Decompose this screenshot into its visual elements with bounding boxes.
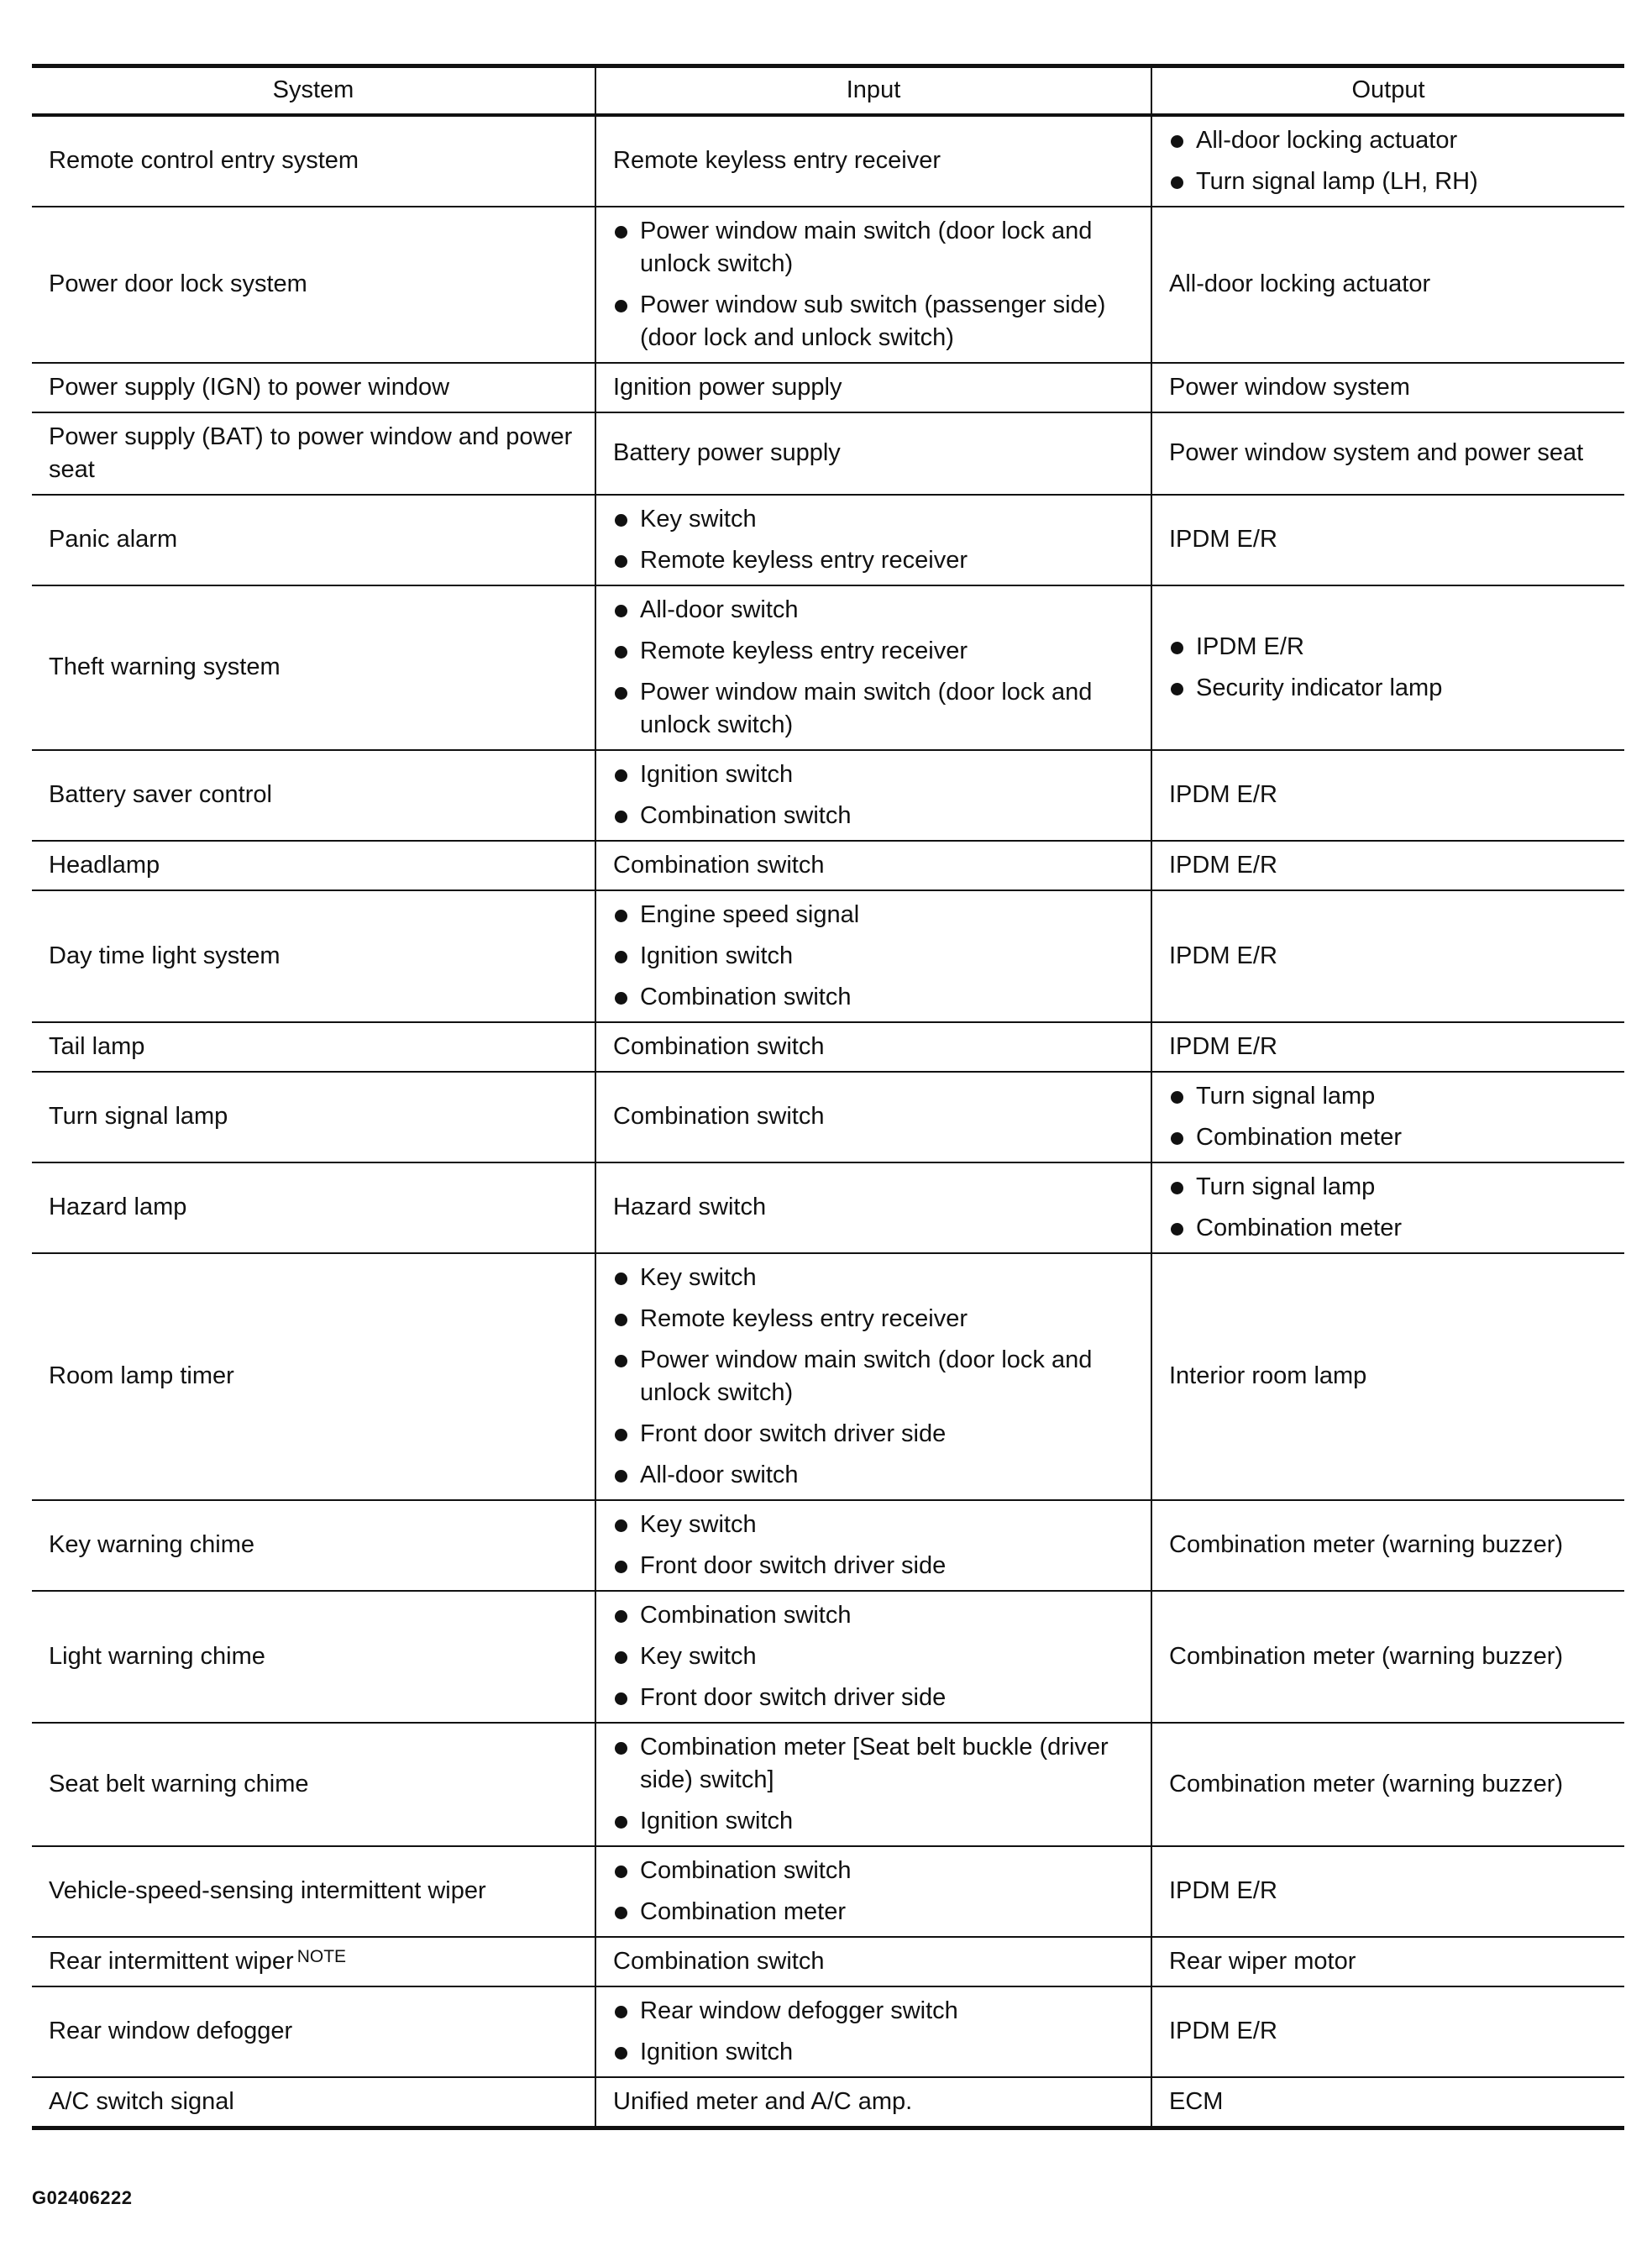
cell-output bbox=[1151, 1986, 1624, 2077]
output-text: Combination meter bbox=[1196, 1214, 1402, 1241]
list-item bbox=[613, 940, 1134, 973]
output-text: IPDM E/R bbox=[1169, 942, 1277, 969]
input-list bbox=[613, 1995, 1134, 2069]
output-text: All-door locking actuator bbox=[1169, 270, 1431, 297]
table-row bbox=[32, 495, 1624, 585]
input-text: Power window main switch (door lock and unlock switch) bbox=[640, 1346, 1093, 1406]
cell-input bbox=[595, 2077, 1151, 2128]
cell-system bbox=[32, 1072, 595, 1162]
cell-output bbox=[1151, 412, 1624, 495]
list-item bbox=[1169, 1080, 1607, 1113]
list-item bbox=[613, 1418, 1134, 1451]
table-row bbox=[32, 841, 1624, 890]
bullet-icon bbox=[615, 992, 627, 1005]
list-item bbox=[613, 635, 1134, 668]
list-item bbox=[613, 1262, 1134, 1294]
input-text: All-door switch bbox=[640, 1461, 799, 1488]
cell-input bbox=[595, 495, 1151, 585]
cell-system bbox=[32, 363, 595, 412]
input-list bbox=[613, 1262, 1134, 1492]
table-row bbox=[32, 412, 1624, 495]
input-text: Combination switch bbox=[640, 1856, 852, 1884]
input-text: Hazard switch bbox=[613, 1194, 767, 1220]
bullet-icon bbox=[615, 1561, 627, 1573]
cell-output bbox=[1151, 841, 1624, 890]
table-row bbox=[32, 207, 1624, 363]
input-list bbox=[613, 1731, 1134, 1838]
input-list bbox=[613, 758, 1134, 832]
list-item bbox=[613, 544, 1134, 577]
list-item bbox=[1169, 124, 1607, 157]
note-marker: NOTE bbox=[296, 1946, 347, 1966]
system-name: Rear intermittent wiper bbox=[49, 1947, 294, 1975]
output-text: IPDM E/R bbox=[1169, 1877, 1277, 1904]
list-item bbox=[613, 1599, 1134, 1632]
output-text: IPDM E/R bbox=[1169, 851, 1277, 879]
output-list bbox=[1169, 631, 1607, 705]
input-text: Combination switch bbox=[613, 1103, 825, 1130]
cell-output bbox=[1151, 115, 1624, 207]
input-text: Front door switch driver side bbox=[640, 1419, 947, 1447]
table-row bbox=[32, 1937, 1624, 1986]
list-item bbox=[613, 1731, 1134, 1797]
cell-input bbox=[595, 207, 1151, 363]
input-text: Ignition power supply bbox=[613, 373, 842, 401]
cell-input bbox=[595, 1846, 1151, 1937]
cell-input bbox=[595, 1986, 1151, 2077]
cell-system bbox=[32, 2077, 595, 2128]
list-item bbox=[1169, 1171, 1607, 1204]
cell-system bbox=[32, 1986, 595, 2077]
list-item bbox=[613, 1855, 1134, 1887]
input-text: Remote keyless entry receiver bbox=[640, 1304, 968, 1332]
system-name: Light warning chime bbox=[49, 1642, 265, 1670]
system-name: Rear window defogger bbox=[49, 2018, 293, 2044]
system-name: Theft warning system bbox=[49, 653, 281, 680]
bullet-icon bbox=[615, 300, 627, 312]
input-text: Rear window defogger switch bbox=[640, 1997, 958, 2024]
system-name: A/C switch signal bbox=[49, 2087, 234, 2115]
cell-system bbox=[32, 585, 595, 750]
cell-output bbox=[1151, 363, 1624, 412]
bullet-icon bbox=[1171, 1132, 1183, 1145]
cell-output bbox=[1151, 495, 1624, 585]
cell-system bbox=[32, 1846, 595, 1937]
cell-system bbox=[32, 115, 595, 207]
list-item bbox=[613, 676, 1134, 742]
input-text: Front door switch driver side bbox=[640, 1683, 947, 1711]
input-text: Combination switch bbox=[640, 983, 852, 1010]
bullet-icon bbox=[615, 1866, 627, 1878]
cell-output bbox=[1151, 890, 1624, 1022]
table-header-row bbox=[32, 66, 1624, 115]
bullet-icon bbox=[615, 1273, 627, 1285]
input-text: Key switch bbox=[640, 1510, 757, 1538]
header-output: Output bbox=[1151, 66, 1624, 115]
output-text: Turn signal lamp (LH, RH) bbox=[1196, 167, 1478, 195]
input-text: Power window sub switch (passenger side) (door lock and unlock switch) bbox=[640, 291, 1106, 351]
output-text: Combination meter (warning buzzer) bbox=[1169, 1531, 1564, 1558]
cell-system bbox=[32, 1723, 595, 1846]
output-text: Security indicator lamp bbox=[1196, 674, 1443, 701]
cell-input bbox=[595, 750, 1151, 841]
system-name: Vehicle-speed-sensing intermittent wiper bbox=[49, 1877, 486, 1904]
bullet-icon bbox=[1171, 642, 1183, 654]
input-text: Key switch bbox=[640, 1642, 757, 1670]
list-item bbox=[613, 800, 1134, 832]
cell-output bbox=[1151, 1162, 1624, 1253]
cell-output bbox=[1151, 1022, 1624, 1072]
list-item bbox=[613, 289, 1134, 354]
cell-system bbox=[32, 1937, 595, 1986]
input-text: Ignition switch bbox=[640, 942, 794, 969]
output-text: IPDM E/R bbox=[1169, 1032, 1277, 1060]
list-item bbox=[613, 1509, 1134, 1541]
input-text: Ignition switch bbox=[640, 760, 794, 788]
input-text: Combination meter [Seat belt buckle (driver side) switch] bbox=[640, 1733, 1109, 1793]
bullet-icon bbox=[615, 1314, 627, 1326]
cell-output bbox=[1151, 1937, 1624, 1986]
table-body bbox=[32, 115, 1624, 2128]
input-list bbox=[613, 594, 1134, 742]
system-name: Power door lock system bbox=[49, 270, 307, 297]
cell-input bbox=[595, 115, 1151, 207]
bullet-icon bbox=[615, 1742, 627, 1755]
output-text: IPDM E/R bbox=[1169, 781, 1277, 808]
list-item bbox=[613, 899, 1134, 931]
input-text: Power window main switch (door lock and unlock switch) bbox=[640, 678, 1093, 738]
input-text: Remote keyless entry receiver bbox=[640, 546, 968, 574]
cell-input bbox=[595, 1162, 1151, 1253]
cell-output bbox=[1151, 2077, 1624, 2128]
cell-system bbox=[32, 412, 595, 495]
input-list bbox=[613, 1599, 1134, 1714]
output-text: Combination meter (warning buzzer) bbox=[1169, 1770, 1564, 1797]
cell-output bbox=[1151, 1723, 1624, 1846]
bullet-icon bbox=[1171, 135, 1183, 148]
system-name: Hazard lamp bbox=[49, 1194, 187, 1220]
output-text: Turn signal lamp bbox=[1196, 1173, 1376, 1200]
table-row bbox=[32, 1022, 1624, 1072]
bullet-icon bbox=[615, 910, 627, 922]
bullet-icon bbox=[615, 2006, 627, 2018]
cell-system bbox=[32, 1022, 595, 1072]
system-name: Headlamp bbox=[49, 851, 160, 879]
input-text: Engine speed signal bbox=[640, 900, 860, 928]
cell-system bbox=[32, 1253, 595, 1500]
cell-input bbox=[595, 1591, 1151, 1723]
output-text: All-door locking actuator bbox=[1196, 126, 1458, 154]
input-list bbox=[613, 1509, 1134, 1582]
cell-input bbox=[595, 585, 1151, 750]
output-text: Interior room lamp bbox=[1169, 1362, 1367, 1389]
system-name: Room lamp timer bbox=[49, 1362, 234, 1389]
list-item bbox=[1169, 672, 1607, 705]
table-row bbox=[32, 1591, 1624, 1723]
bullet-icon bbox=[1171, 1182, 1183, 1194]
input-text: Combination switch bbox=[640, 1601, 852, 1629]
bullet-icon bbox=[1171, 176, 1183, 189]
system-name: Seat belt warning chime bbox=[49, 1770, 309, 1797]
table-row bbox=[32, 1723, 1624, 1846]
bullet-icon bbox=[615, 555, 627, 568]
cell-input bbox=[595, 412, 1151, 495]
list-item bbox=[613, 594, 1134, 627]
cell-input bbox=[595, 1253, 1151, 1500]
list-item bbox=[1169, 1212, 1607, 1245]
output-text: Combination meter bbox=[1196, 1123, 1402, 1151]
input-list bbox=[613, 503, 1134, 577]
cell-system bbox=[32, 1162, 595, 1253]
bullet-icon bbox=[615, 1519, 627, 1532]
list-item bbox=[613, 981, 1134, 1014]
input-list bbox=[613, 899, 1134, 1014]
input-text: Key switch bbox=[640, 505, 757, 533]
bullet-icon bbox=[615, 1907, 627, 1919]
list-item bbox=[613, 1995, 1134, 2028]
bullet-icon bbox=[615, 1651, 627, 1664]
bullet-icon bbox=[1171, 683, 1183, 695]
cell-input bbox=[595, 1723, 1151, 1846]
cell-system bbox=[32, 1500, 595, 1591]
input-text: All-door switch bbox=[640, 596, 799, 623]
system-name: Remote control entry system bbox=[49, 147, 359, 174]
list-item bbox=[613, 1896, 1134, 1929]
output-text: Combination meter (warning buzzer) bbox=[1169, 1642, 1564, 1670]
bullet-icon bbox=[615, 687, 627, 700]
table-row bbox=[32, 890, 1624, 1022]
table-row bbox=[32, 1072, 1624, 1162]
output-list bbox=[1169, 1080, 1607, 1154]
input-text: Power window main switch (door lock and unlock switch) bbox=[640, 217, 1093, 277]
list-item bbox=[613, 1303, 1134, 1336]
cell-system bbox=[32, 890, 595, 1022]
input-text: Battery power supply bbox=[613, 439, 841, 466]
input-text: Combination switch bbox=[640, 801, 852, 829]
list-item bbox=[613, 1682, 1134, 1714]
system-name: Panic alarm bbox=[49, 526, 178, 553]
cell-output bbox=[1151, 1591, 1624, 1723]
system-name: Power supply (IGN) to power window bbox=[49, 373, 450, 401]
cell-system bbox=[32, 841, 595, 890]
bullet-icon bbox=[615, 1470, 627, 1482]
output-text: Power window system and power seat bbox=[1169, 439, 1584, 466]
cell-input bbox=[595, 1022, 1151, 1072]
table-row bbox=[32, 585, 1624, 750]
list-item bbox=[613, 1550, 1134, 1582]
list-item bbox=[1169, 1121, 1607, 1154]
header-input: Input bbox=[595, 66, 1151, 115]
list-item bbox=[613, 215, 1134, 281]
table-row bbox=[32, 1253, 1624, 1500]
bullet-icon bbox=[615, 1692, 627, 1705]
bullet-icon bbox=[615, 1610, 627, 1623]
figure-id: G02406222 bbox=[32, 2187, 133, 2208]
cell-output bbox=[1151, 1500, 1624, 1591]
output-text: ECM bbox=[1169, 2087, 1224, 2115]
list-item bbox=[613, 1344, 1134, 1409]
system-name: Power supply (BAT) to power window and power seat bbox=[49, 422, 573, 483]
bullet-icon bbox=[615, 2047, 627, 2060]
output-text: Turn signal lamp bbox=[1196, 1082, 1376, 1110]
table-row bbox=[32, 1846, 1624, 1937]
table-row bbox=[32, 1162, 1624, 1253]
input-list bbox=[613, 1855, 1134, 1929]
cell-output bbox=[1151, 207, 1624, 363]
input-text: Combination switch bbox=[613, 851, 825, 879]
bullet-icon bbox=[615, 605, 627, 617]
table-row bbox=[32, 1500, 1624, 1591]
input-text: Remote keyless entry receiver bbox=[613, 147, 941, 174]
output-list bbox=[1169, 124, 1607, 198]
output-text: IPDM E/R bbox=[1196, 632, 1304, 660]
table-row bbox=[32, 115, 1624, 207]
system-name: Key warning chime bbox=[49, 1531, 254, 1558]
system-name: Day time light system bbox=[49, 942, 281, 969]
cell-output bbox=[1151, 1846, 1624, 1937]
bullet-icon bbox=[1171, 1091, 1183, 1104]
bullet-icon bbox=[615, 769, 627, 782]
input-text: Unified meter and A/C amp. bbox=[613, 2087, 913, 2115]
list-item bbox=[613, 758, 1134, 791]
input-text: Ignition switch bbox=[640, 2038, 794, 2065]
bullet-icon bbox=[615, 514, 627, 527]
bullet-icon bbox=[615, 646, 627, 659]
input-list bbox=[613, 215, 1134, 354]
cell-input bbox=[595, 841, 1151, 890]
list-item bbox=[1169, 165, 1607, 198]
list-item bbox=[613, 1459, 1134, 1492]
cell-input bbox=[595, 1072, 1151, 1162]
bullet-icon bbox=[615, 226, 627, 239]
cell-system bbox=[32, 207, 595, 363]
bullet-icon bbox=[615, 811, 627, 823]
header-system: System bbox=[32, 66, 595, 115]
cell-system bbox=[32, 1591, 595, 1723]
output-text: Rear wiper motor bbox=[1169, 1947, 1356, 1975]
bullet-icon bbox=[615, 951, 627, 963]
cell-input bbox=[595, 1937, 1151, 1986]
cell-system bbox=[32, 495, 595, 585]
list-item bbox=[613, 1805, 1134, 1838]
table-row bbox=[32, 363, 1624, 412]
table-row bbox=[32, 2077, 1624, 2128]
input-text: Combination switch bbox=[613, 1947, 825, 1975]
output-text: Power window system bbox=[1169, 373, 1410, 401]
system-name: Battery saver control bbox=[49, 781, 272, 808]
list-item bbox=[1169, 631, 1607, 664]
bullet-icon bbox=[615, 1816, 627, 1829]
bullet-icon bbox=[615, 1429, 627, 1441]
input-text: Key switch bbox=[640, 1263, 757, 1291]
cell-input bbox=[595, 890, 1151, 1022]
table-row bbox=[32, 1986, 1624, 2077]
cell-output bbox=[1151, 1253, 1624, 1500]
cell-input bbox=[595, 1500, 1151, 1591]
input-text: Ignition switch bbox=[640, 1807, 794, 1834]
system-name: Turn signal lamp bbox=[49, 1103, 228, 1130]
bullet-icon bbox=[615, 1355, 627, 1367]
bullet-icon bbox=[1171, 1223, 1183, 1236]
cell-output bbox=[1151, 585, 1624, 750]
cell-system bbox=[32, 750, 595, 841]
system-io-table bbox=[32, 64, 1624, 2130]
input-text: Combination meter bbox=[640, 1897, 846, 1925]
input-text: Remote keyless entry receiver bbox=[640, 637, 968, 664]
input-text: Front door switch driver side bbox=[640, 1551, 947, 1579]
output-text: IPDM E/R bbox=[1169, 2018, 1277, 2044]
system-name: Tail lamp bbox=[49, 1032, 145, 1060]
output-text: IPDM E/R bbox=[1169, 526, 1277, 553]
table-row bbox=[32, 750, 1624, 841]
cell-output bbox=[1151, 1072, 1624, 1162]
output-list bbox=[1169, 1171, 1607, 1245]
list-item bbox=[613, 2036, 1134, 2069]
cell-output bbox=[1151, 750, 1624, 841]
cell-input bbox=[595, 363, 1151, 412]
list-item bbox=[613, 503, 1134, 536]
list-item bbox=[613, 1640, 1134, 1673]
input-text: Combination switch bbox=[613, 1032, 825, 1060]
